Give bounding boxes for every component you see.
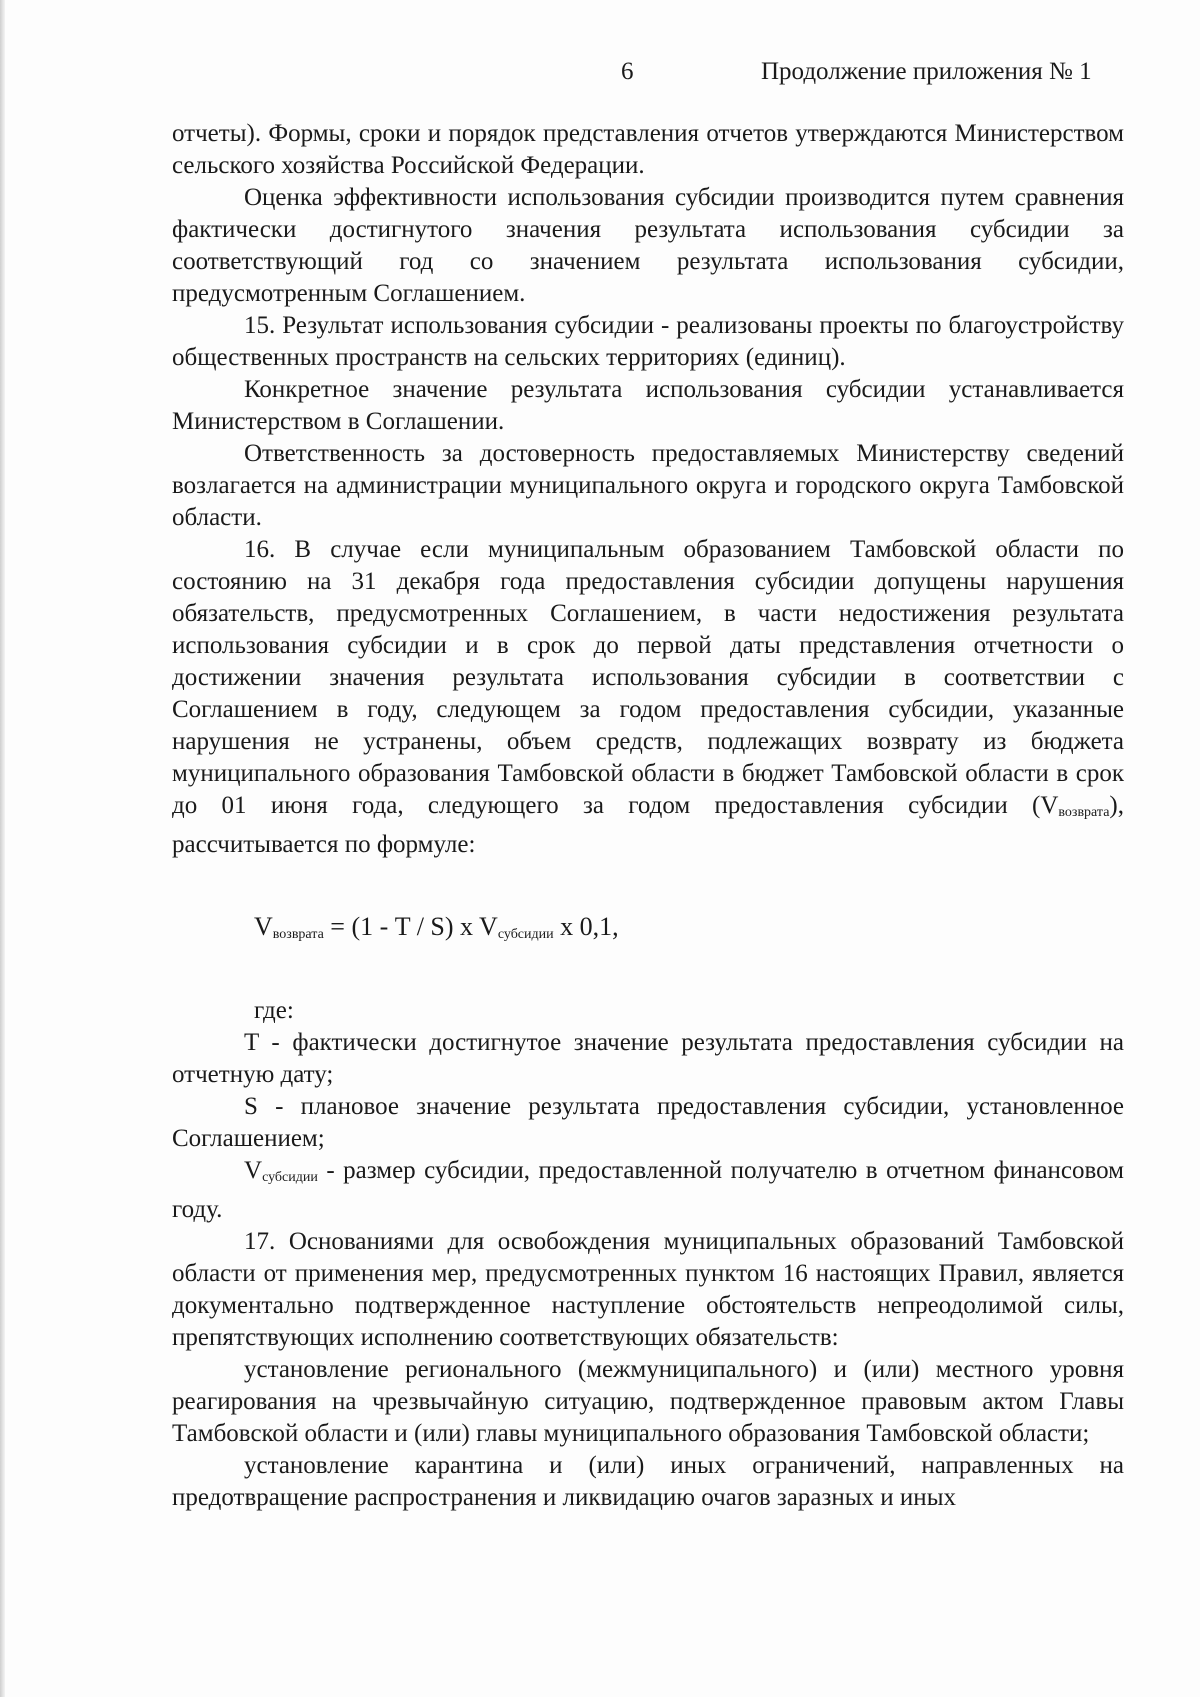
definition-t: T - фактически достигнутое значение результата предоставления субсидии на отчетную дату; [172, 1029, 1124, 1088]
paragraph-16-tail: ), рассчитывается по формуле: [172, 792, 1124, 858]
document-body [172, 118, 1124, 1514]
definition-v-symbol: V [244, 1157, 263, 1184]
page-number: 6 [621, 58, 634, 85]
where-label: где: [254, 997, 294, 1024]
page-header [0, 58, 1200, 98]
formula-middle: = (1 - T / S) x V [323, 912, 498, 941]
paragraph-specific-value: Конкретное значение результата использования субсидии устанавливается Министерством в Соглашении. [172, 376, 1124, 435]
continuation-note: Продолжение приложения № 1 [761, 58, 1092, 85]
definition-v [172, 1155, 1124, 1226]
paragraph-16-text: 16. В случае если муниципальным образованием Тамбовской области по состоянию на 31 декабря года предоставления субсидии допущены нарушения обязательств, предусмотренных Соглашением, в части недостижения результата использования субсидии и в срок до первой даты представления отчетности о достижении значения результата использования субсидии в соответствии с Соглашением в году, следующем за годом предоставления субсидии, указанные нарушения не устранены, объем средств, подлежащих возврату из бюджета муниципального образования Тамбовской области в бюджет Тамбовской области в срок до 01 июня года, следующего за годом предоставления субсидии (V [172, 536, 1124, 819]
formula-subscript-subsidy: субсидии [497, 927, 554, 942]
paragraph-reports: отчеты). Формы, сроки и порядок представления отчетов утверждаются Министерством сельского хозяйства Российской Федерации. [172, 120, 1124, 179]
formula-end: x 0,1, [553, 912, 619, 941]
paragraph-quarantine: установление карантина и (или) иных ограничений, направленных на предотвращение распространения и ликвидацию очагов заразных и иных [172, 1452, 1124, 1511]
formula-v: V [254, 912, 273, 941]
definition-s: S - плановое значение результата предоставления субсидии, установленное Соглашением; [172, 1093, 1124, 1152]
paragraph-responsibility: Ответственность за достоверность предоставляемых Министерству сведений возлагается на администрации муниципального округа и городского округа Тамбовской области. [172, 440, 1124, 531]
formula [254, 911, 1124, 951]
formula-subscript-return: возврата [272, 927, 324, 942]
paragraph-15: 15. Результат использования субсидии - реализованы проекты по благоустройству общественных пространств на сельских территориях (единиц). [172, 312, 1124, 371]
scan-edge [0, 0, 5, 1697]
definition-v-text: - размер субсидии, предоставленной получателю в отчетном финансовом году. [172, 1157, 1124, 1223]
paragraph-efficiency: Оценка эффективности использования субсидии производится путем сравнения фактически достигнутого значения результата использования субсидии за соответствующий год со значением результата использования субсидии, предусмотренным Соглашением. [172, 184, 1124, 307]
definition-v-subscript: субсидии [262, 1170, 318, 1185]
paragraph-16 [172, 534, 1124, 861]
paragraph-16-subscript: возврата [1058, 805, 1110, 820]
paragraph-17: 17. Основаниями для освобождения муниципальных образований Тамбовской области от применения мер, предусмотренных пунктом 16 настоящих Правил, является документально подтвержденное наступление обстоятельств непреодолимой силы, препятствующих исполнению соответствующих обязательств: [172, 1228, 1124, 1351]
paragraph-emergency: установление регионального (межмуниципального) и (или) местного уровня реагирования на чрезвычайную ситуацию, подтвержденное правовым актом Главы Тамбовской области и (или) главы муниципального образования Тамбовской области; [172, 1356, 1124, 1447]
